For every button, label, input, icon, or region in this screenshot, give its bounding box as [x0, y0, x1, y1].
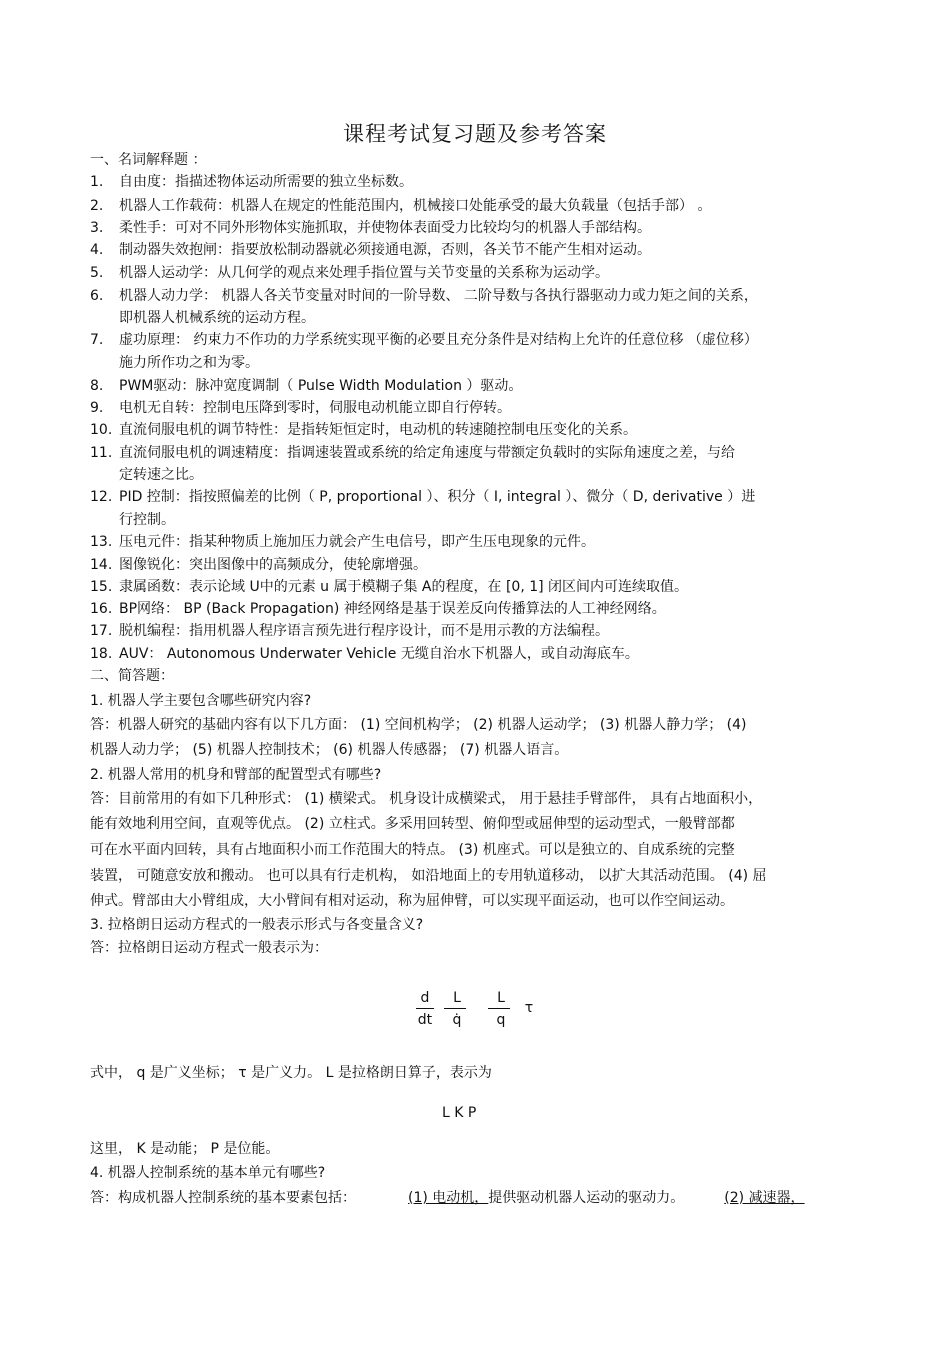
numerator-d: d: [420, 990, 430, 1006]
term-text: 直流伺服电机的调速精度：指调速装置或系统的给定角速度与带额定负载时的实际角速度之差，与给: [119, 445, 735, 461]
term-item: [90, 331, 758, 349]
term-text: 脱机编程：指用机器人程序语言预先进行程序设计，而不是用示教的方法编程。: [119, 623, 609, 639]
term-text: 制动器失效抱闸：指要放松制动器就必须接通电源，否则，各关节不能产生相对运动。: [119, 242, 651, 258]
term-item: [90, 421, 637, 439]
term-text: 隶属函数：表示论域 U中的元素 u 属于模糊子集 A的程度，在 [0, 1] 闭区间内可连续取值。: [119, 579, 689, 595]
term-text: 直流伺服电机的调节特性：是指转矩恒定时，电动机的转速随控制电压变化的关系。: [119, 422, 637, 438]
term-text: 虚功原理： 约束力不作功的力学系统实现平衡的必要且充分条件是对结构上允许的任意位移 （虚位移）: [119, 332, 758, 348]
term-number: 5.: [90, 265, 104, 281]
term-item: [90, 173, 413, 191]
answer-1-line-2: 机器人动力学； (5) 机器人控制技术； (6) 机器人传感器； (7) 机器人语言。: [90, 742, 569, 758]
term-number: 18.: [90, 646, 113, 662]
term-item: [119, 466, 203, 484]
denominator-qdot: q̇: [452, 1012, 462, 1028]
term-text: PID 控制：指按照偏差的比例（ P, proportional ）、积分（ I, integral ）、微分（ D, derivative ）进: [119, 489, 756, 505]
term-item: [90, 264, 609, 282]
term-number: 14.: [90, 557, 113, 573]
answer-2-line-4: 装置， 可随意安放和搬动。 也可以具有行走机构， 如沿地面上的专用轨道移动， 以扩大其活动范围。 (4) 屈: [90, 868, 767, 884]
term-item: [90, 197, 711, 215]
term-text: 即机器人机械系统的运动方程。: [119, 310, 315, 326]
term-item: [90, 488, 755, 506]
answer-3-line-1: 答：拉格朗日运动方程式一般表示为：: [90, 940, 328, 956]
answer-2-line-3: 可在水平面内回转，具有占地面积小而工作范围大的特点。 (3) 机座式。可以是独立的、自成系统的完整: [90, 842, 735, 858]
tau-symbol: τ: [524, 1000, 534, 1016]
term-text: 施力所作功之和为零。: [119, 355, 259, 371]
term-number: 15.: [90, 579, 113, 595]
term-item: [90, 377, 522, 395]
term-item: [90, 533, 595, 551]
term-text: 行控制。: [119, 512, 175, 528]
page-title: 课程考试复习题及参考答案: [343, 122, 607, 146]
term-text: AUV： Autonomous Underwater Vehicle 无缆自治水下机器人，或自动海底车。: [119, 646, 639, 662]
term-number: 17.: [90, 623, 113, 639]
term-item: [90, 287, 758, 305]
term-number: 16.: [90, 601, 113, 617]
term-number: 8.: [90, 378, 104, 394]
numerator-L: L: [453, 990, 461, 1006]
fraction-bar: [444, 1008, 466, 1009]
question-2: 2. 机器人常用的机身和臂部的配置型式有哪些?: [90, 767, 382, 783]
term-text: 机器人动力学： 机器人各关节变量对时间的一阶导数、 二阶导数与各执行器驱动力或力矩之间的关系，: [119, 288, 758, 304]
term-item: [90, 578, 688, 596]
question-1: 1. 机器人学主要包含哪些研究内容?: [90, 693, 312, 709]
answer-4-item-2: (2) 减速器，: [724, 1190, 805, 1206]
numerator-L: L: [497, 990, 505, 1006]
term-number: 10.: [90, 422, 113, 438]
term-number: 6.: [90, 288, 104, 304]
term-number: 11.: [90, 445, 113, 461]
question-3: 3. 拉格朗日运动方程式的一般表示形式与各变量含义?: [90, 917, 424, 933]
answer-4-mid: 提供驱动机器人运动的驱动力。: [488, 1190, 685, 1206]
answer-3-line-3: 这里， K 是动能； P 是位能。: [90, 1141, 280, 1157]
term-text: 自由度：指描述物体运动所需要的独立坐标数。: [119, 174, 413, 190]
term-number: 13.: [90, 534, 113, 550]
term-item: [90, 556, 427, 574]
term-item: [90, 645, 639, 663]
term-number: 7.: [90, 332, 104, 348]
term-text: 电机无自转：控制电压降到零时，伺服电动机能立即自行停转。: [119, 400, 511, 416]
answer-2-line-5: 伸式。臂部由大小臂组成，大小臂间有相对运动，称为屈伸臂，可以实现平面运动，也可以作空间运动。: [90, 893, 734, 909]
term-number: 12.: [90, 489, 113, 505]
term-number: 4.: [90, 242, 104, 258]
term-text: 机器人工作载荷：机器人在规定的性能范围内，机械接口处能承受的最大负载量（包括手部） 。: [119, 198, 712, 214]
term-number: 3.: [90, 220, 104, 236]
term-text: 柔性手：可对不同外形物体实施抓取，并使物体表面受力比较均匀的机器人手部结构。: [119, 220, 651, 236]
term-number: 2.: [90, 198, 104, 214]
term-item: [119, 511, 175, 529]
term-item: [90, 600, 666, 618]
answer-4-line-1: [90, 1189, 805, 1207]
answer-1-line-1: 答：机器人研究的基础内容有以下几方面： (1) 空间机构学； (2) 机器人运动学； (3) 机器人静力学； (4): [90, 717, 747, 733]
term-text: PWM驱动：脉冲宽度调制（ Pulse Width Modulation ）驱动。: [119, 378, 523, 394]
term-text: BP网络： BP (Back Propagation) 神经网络是基于误差反向传播算法的人工神经网络。: [119, 601, 666, 617]
question-4: 4. 机器人控制系统的基本单元有哪些?: [90, 1165, 326, 1181]
term-text: 定转速之比。: [119, 467, 203, 483]
term-item: [90, 622, 609, 640]
term-text: 机器人运动学：从几何学的观点来处理手指位置与关节变量的关系称为运动学。: [119, 265, 609, 281]
fraction-bar: [416, 1008, 434, 1009]
term-item: [119, 354, 259, 372]
denominator-q: q: [496, 1012, 506, 1028]
term-item: [90, 219, 651, 237]
term-item: [90, 399, 511, 417]
term-text: 图像锐化：突出图像中的高频成分，使轮廓增强。: [119, 557, 427, 573]
term-number: 9.: [90, 400, 104, 416]
answer-2-line-2: 能有效地利用空间，直观等优点。 (2) 立柱式。多采用回转型、俯仰型或屈伸型的运动型式，一般臂部都: [90, 816, 735, 832]
answer-4-item-1: (1) 电动机，: [408, 1190, 489, 1206]
term-number: 1.: [90, 174, 104, 190]
term-item: [90, 444, 735, 462]
answer-2-line-1: 答：目前常用的有如下几种形式： (1) 横梁式。 机身设计成横梁式， 用于悬挂手臂部件， 具有占地面积小，: [90, 791, 763, 807]
term-text: 压电元件：指某种物质上施加压力就会产生电信号，即产生压电现象的元件。: [119, 534, 595, 550]
lagrangian-formula: L K P: [442, 1105, 477, 1121]
term-item: [119, 309, 315, 327]
answer-4-prefix: 答：构成机器人控制系统的基本要素包括：: [90, 1190, 356, 1206]
denominator-dt: dt: [417, 1012, 433, 1028]
fraction-bar: [488, 1008, 510, 1009]
section-heading-short-answer: 二、简答题：: [90, 668, 174, 684]
section-heading-terms: 一、名词解释题 ：: [90, 152, 207, 168]
term-item: [90, 241, 651, 259]
answer-3-line-2: 式中， q 是广义坐标； τ 是广义力。 L 是拉格朗日算子，表示为: [90, 1065, 492, 1081]
